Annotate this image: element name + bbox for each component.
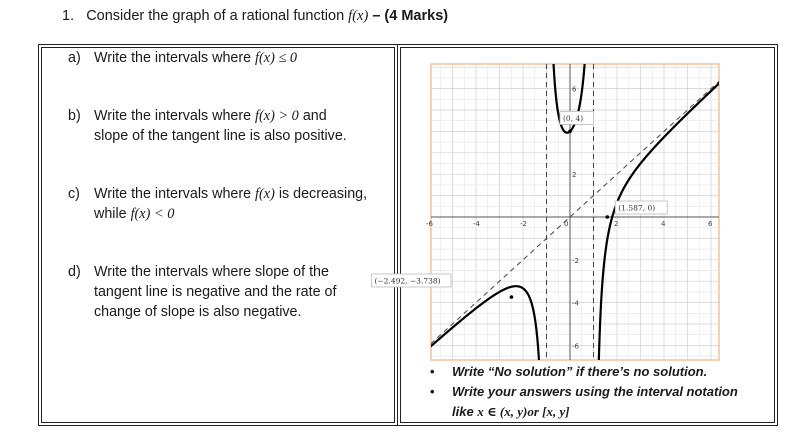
y-tick-label: 6 bbox=[572, 85, 577, 94]
part-b-label: b) bbox=[68, 108, 81, 124]
part-c-line1-end: is decreasing, bbox=[274, 186, 368, 202]
y-tick-label: -4 bbox=[572, 299, 579, 308]
instructions bbox=[430, 362, 760, 422]
part-d-line3: change of slope is also negative. bbox=[94, 304, 302, 320]
point-marker bbox=[605, 215, 609, 219]
origin-label: 0 bbox=[564, 220, 569, 228]
question-marks: – (4 Marks) bbox=[368, 8, 449, 24]
x-tick-label: 4 bbox=[661, 220, 666, 228]
point-marker bbox=[568, 130, 572, 134]
note-interval-notation bbox=[430, 382, 760, 422]
x-tick-label: -4 bbox=[473, 220, 480, 228]
part-a-text: Write the intervals where bbox=[94, 50, 256, 66]
column-divider bbox=[397, 44, 398, 426]
part-c-line2: while bbox=[94, 206, 131, 222]
question-number: 1. bbox=[62, 8, 75, 24]
x-tick-label: -2 bbox=[520, 220, 527, 228]
part-b-line1-end: and bbox=[298, 108, 327, 124]
question-function: f(x) bbox=[348, 8, 369, 24]
x-tick-label: 2 bbox=[614, 220, 619, 228]
x-tick-label: -6 bbox=[426, 220, 433, 228]
note-2-line2: like bbox=[452, 404, 478, 419]
part-c-line1: Write the intervals where bbox=[94, 186, 256, 202]
point-label: (1.587, 0) bbox=[618, 203, 656, 213]
note-no-solution bbox=[430, 362, 760, 382]
part-d-label: d) bbox=[68, 264, 81, 280]
part-b-line2: slope of the tangent line is also positive. bbox=[94, 128, 347, 144]
bullet-icon: • bbox=[430, 384, 435, 399]
bullet-icon: • bbox=[430, 364, 435, 379]
note-2-math: x ∈ (x, y)or [x, y] bbox=[477, 404, 570, 419]
point-marker bbox=[510, 295, 514, 299]
question-title bbox=[62, 8, 448, 25]
x-tick-label: 6 bbox=[708, 220, 713, 228]
note-1-text: Write “No solution” if there’s no solution. bbox=[452, 364, 708, 379]
part-b-math: f(x) > 0 bbox=[255, 108, 299, 124]
question-text: Consider the graph of a rational function bbox=[86, 8, 349, 24]
part-a-label: a) bbox=[68, 50, 81, 66]
rational-function-graph bbox=[374, 64, 719, 360]
point-label: (−2.492, −3.738) bbox=[374, 276, 441, 286]
part-c-math2: f(x) < 0 bbox=[130, 206, 175, 222]
part-b-line1: Write the intervals where bbox=[94, 108, 256, 124]
y-tick-label: 2 bbox=[572, 171, 577, 180]
part-d-line2: tangent line is negative and the rate of bbox=[94, 284, 337, 300]
part-a-math: f(x) ≤ 0 bbox=[255, 50, 298, 66]
questions-cell bbox=[41, 47, 395, 423]
part-c-label: c) bbox=[68, 186, 80, 202]
note-2-line1: Write your answers using the interval notation bbox=[452, 384, 738, 399]
part-c-math1: f(x) bbox=[255, 186, 275, 202]
part-d-line1: Write the intervals where slope of the bbox=[94, 264, 329, 280]
y-tick-label: -2 bbox=[572, 256, 579, 265]
point-label: (0, 4) bbox=[563, 113, 584, 123]
y-tick-label: -6 bbox=[572, 342, 579, 351]
